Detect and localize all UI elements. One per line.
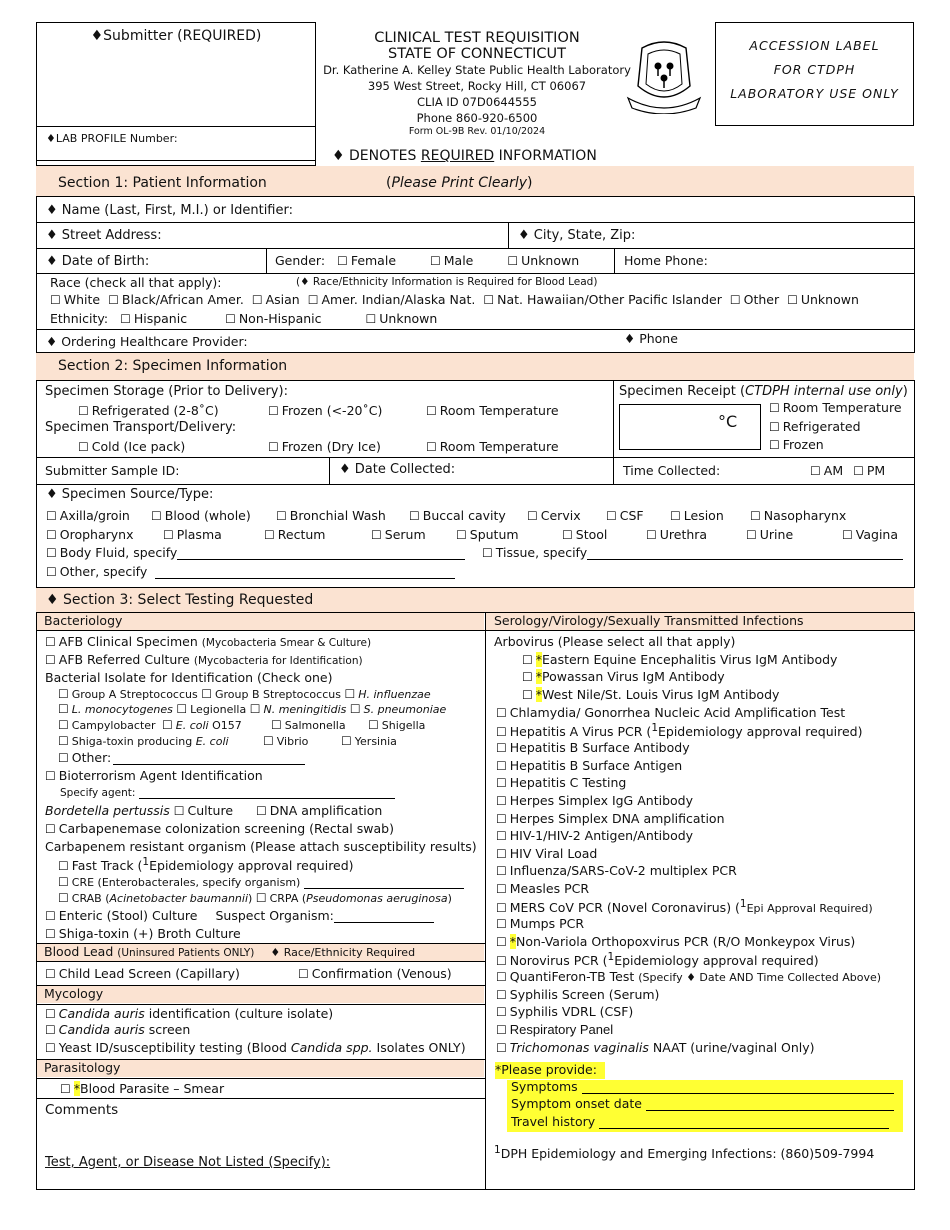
- storage-room-checkbox[interactable]: [426, 403, 440, 418]
- n-meningitidis-checkbox[interactable]: [250, 703, 264, 716]
- hep-a-pcr-checkbox[interactable]: [496, 724, 510, 739]
- transport-room-checkbox[interactable]: [426, 439, 440, 454]
- legionella-checkbox[interactable]: [176, 703, 190, 716]
- l-monocytogenes-checkbox[interactable]: [58, 703, 72, 716]
- measles-checkbox[interactable]: [496, 881, 510, 896]
- sample-id-field[interactable]: Submitter Sample ID:: [45, 463, 180, 478]
- pm-checkbox[interactable]: [853, 463, 867, 478]
- quantiferon-checkbox[interactable]: [496, 969, 510, 984]
- source-rectum-checkbox[interactable]: [264, 527, 278, 542]
- source-vagina-checkbox[interactable]: [842, 527, 856, 542]
- source-bronchial-checkbox[interactable]: [276, 508, 290, 523]
- symptoms-input[interactable]: [582, 1093, 894, 1094]
- salmonella-checkbox[interactable]: [271, 719, 285, 732]
- race-options: ☐ White ☐ Black/African Amer. ☐ Asian ☐ Amer. Indian/Alaska Nat. ☐ Nat. Hawaiian/Other Pacific Islander ☐ Other ☐ Unknown: [50, 292, 859, 307]
- symptom-onset-input[interactable]: [646, 1110, 894, 1111]
- male-checkbox[interactable]: [430, 253, 444, 268]
- h-influenzae-checkbox[interactable]: [344, 688, 358, 701]
- source-buccal-checkbox[interactable]: [409, 508, 423, 523]
- yeast-id-checkbox[interactable]: [45, 1040, 59, 1055]
- ethnicity-options: Ethnicity: ☐ Hispanic ☐ Non-Hispanic ☐ Unknown: [50, 311, 437, 326]
- eee-checkbox[interactable]: [522, 652, 536, 667]
- campylobacter-checkbox[interactable]: [58, 719, 72, 732]
- crab-checkbox[interactable]: [58, 892, 72, 905]
- section2-title: Section 2: Specimen Information: [58, 358, 288, 374]
- ct-seal-icon: [622, 38, 706, 114]
- transport-cold-checkbox[interactable]: [78, 439, 92, 454]
- bordetella-culture-checkbox[interactable]: [174, 803, 188, 818]
- comments-label[interactable]: Comments: [45, 1102, 119, 1118]
- date-collected-field[interactable]: ♦ Date Collected:: [339, 462, 456, 477]
- source-sputum-checkbox[interactable]: [456, 527, 470, 542]
- source-nasopharynx-checkbox[interactable]: [750, 508, 764, 523]
- required-note: ♦ DENOTES REQUIRED INFORMATION: [332, 148, 597, 164]
- mumps-checkbox[interactable]: [496, 916, 510, 931]
- cre-organism-input[interactable]: [304, 888, 464, 889]
- crpa-checkbox[interactable]: [256, 892, 270, 905]
- body-fluid-input[interactable]: [177, 559, 465, 560]
- carbapenemase-checkbox[interactable]: [45, 821, 59, 836]
- home-phone-field[interactable]: Home Phone:: [624, 253, 708, 268]
- hsv-dna-checkbox[interactable]: [496, 811, 510, 826]
- dob-field[interactable]: ♦ Date of Birth:: [46, 254, 150, 269]
- parasitology-header: Parasitology: [44, 1060, 121, 1075]
- specimen-source-label: ♦ Specimen Source/Type:: [46, 487, 214, 502]
- stec-checkbox[interactable]: [58, 735, 72, 748]
- suspect-organism-input[interactable]: [334, 922, 434, 923]
- shiga-broth-checkbox[interactable]: [45, 926, 59, 941]
- group-a-strep-checkbox[interactable]: [58, 688, 72, 701]
- am-checkbox[interactable]: [810, 463, 824, 478]
- mycology-header: Mycology: [44, 986, 104, 1001]
- shigella-checkbox[interactable]: [368, 719, 382, 732]
- blood-parasite-checkbox[interactable]: [60, 1081, 74, 1096]
- race-other-checkbox[interactable]: [730, 292, 744, 307]
- chlamydia-checkbox[interactable]: [496, 705, 510, 720]
- source-urine-checkbox[interactable]: [746, 527, 760, 542]
- bacteriology-header: Bacteriology: [44, 613, 123, 628]
- hep-b-antibody-checkbox[interactable]: [496, 740, 510, 755]
- hsv-igg-checkbox[interactable]: [496, 793, 510, 808]
- isolate-other-input[interactable]: [113, 764, 305, 765]
- source-serum-checkbox[interactable]: [371, 527, 385, 542]
- flu-sars-checkbox[interactable]: [496, 863, 510, 878]
- blood-lead-header: Blood Lead (Uninsured Patients ONLY) ♦ Race/Ethnicity Required: [44, 944, 416, 959]
- tissue-input[interactable]: [587, 559, 903, 560]
- receipt-frozen-checkbox[interactable]: [769, 437, 783, 452]
- afb-referred-checkbox[interactable]: [45, 652, 59, 667]
- header-block: CLINICAL TEST REQUISITION STATE OF CONNECTICUT Dr. Katherine A. Kelley State Public Health Laboratory 395 West Street, Rocky Hill, CT 06067 CLIA ID 07D0644555 Phone 860-920-6500 Form OL-9B Rev. 01/10/2024: [318, 30, 636, 138]
- respiratory-panel-checkbox[interactable]: [496, 1022, 510, 1037]
- race-black-checkbox[interactable]: [108, 292, 122, 307]
- receipt-temp-box[interactable]: [619, 404, 761, 450]
- source-stool-checkbox[interactable]: [562, 527, 576, 542]
- non-hispanic-checkbox[interactable]: [225, 311, 239, 326]
- source-urethra-checkbox[interactable]: [646, 527, 660, 542]
- afb-clinical-checkbox[interactable]: [45, 634, 59, 649]
- specimen-receipt-label: Specimen Receipt (CTDPH internal use only): [619, 384, 908, 399]
- race-label: Race (check all that apply):: [50, 275, 222, 290]
- source-other-checkbox[interactable]: [46, 564, 60, 579]
- receipt-refrigerated-checkbox[interactable]: [769, 419, 783, 434]
- bordetella-dna-checkbox[interactable]: [256, 803, 270, 818]
- section3-title: ♦ Section 3: Select Testing Requested: [46, 592, 314, 608]
- syphilis-vdrl-checkbox[interactable]: [496, 1004, 510, 1019]
- powassan-checkbox[interactable]: [522, 669, 536, 684]
- lab-profile-label: ♦LAB PROFILE Number:: [46, 132, 178, 145]
- cre-checkbox[interactable]: [58, 876, 72, 889]
- city-state-zip-field[interactable]: ♦ City, State, Zip:: [518, 228, 636, 243]
- ethnicity-unknown-checkbox[interactable]: [366, 311, 380, 326]
- source-csf-checkbox[interactable]: [606, 508, 620, 523]
- s-pneumoniae-checkbox[interactable]: [350, 703, 364, 716]
- race-asian-checkbox[interactable]: [252, 292, 266, 307]
- west-nile-checkbox[interactable]: [522, 687, 536, 702]
- source-other-input[interactable]: [155, 578, 455, 579]
- patient-name-field[interactable]: ♦ Name (Last, First, M.I.) or Identifier:: [46, 203, 293, 218]
- hep-c-checkbox[interactable]: [496, 775, 510, 790]
- race-unknown-checkbox[interactable]: [787, 292, 801, 307]
- race-note: (♦ Race/Ethnicity Information is Required for Blood Lead): [296, 276, 598, 288]
- hep-b-antigen-checkbox[interactable]: [496, 758, 510, 773]
- section1-title: Section 1: Patient Information: [58, 175, 267, 191]
- dph-contact: $^1$DPH Epidemiology and Emerging Infections: (860)509-7994: [494, 1144, 875, 1162]
- group-b-strep-checkbox[interactable]: [201, 688, 215, 701]
- hiv-viral-load-checkbox[interactable]: [496, 846, 510, 861]
- gender-unknown-checkbox[interactable]: [507, 253, 521, 268]
- gender-group: Gender: ☐ Female ☐ Male ☐ Unknown: [275, 253, 579, 268]
- transport-dry-ice-checkbox[interactable]: [268, 439, 282, 454]
- provider-phone-field[interactable]: ♦ Phone: [624, 331, 678, 346]
- form-title: CLINICAL TEST REQUISITION: [374, 30, 580, 46]
- source-axilla-checkbox[interactable]: [46, 508, 60, 523]
- not-listed-label[interactable]: Test, Agent, or Disease Not Listed (Specify):: [45, 1155, 331, 1170]
- race-pacific-checkbox[interactable]: [483, 292, 497, 307]
- race-amer-indian-checkbox[interactable]: [308, 292, 322, 307]
- isolate-other-checkbox[interactable]: [58, 750, 72, 765]
- ecoli-o157-checkbox[interactable]: [162, 719, 176, 732]
- vibrio-checkbox[interactable]: [263, 735, 277, 748]
- fast-track-checkbox[interactable]: [58, 858, 72, 873]
- street-address-field[interactable]: ♦ Street Address:: [46, 228, 162, 243]
- source-blood-checkbox[interactable]: [151, 508, 165, 523]
- serology-header: Serology/Virology/Sexually Transmitted Infections: [494, 613, 804, 628]
- orthopox-checkbox[interactable]: [496, 934, 510, 949]
- hispanic-checkbox[interactable]: [120, 311, 134, 326]
- state-title: STATE OF CONNECTICUT: [388, 46, 566, 62]
- syphilis-screen-checkbox[interactable]: [496, 987, 510, 1002]
- source-tissue-checkbox[interactable]: [482, 545, 496, 560]
- receipt-room-checkbox[interactable]: [769, 400, 783, 415]
- mers-checkbox[interactable]: [496, 900, 510, 915]
- source-body-fluid-checkbox[interactable]: [46, 545, 60, 560]
- lead-confirmation-checkbox[interactable]: [298, 966, 312, 981]
- female-checkbox[interactable]: [337, 253, 351, 268]
- travel-history-input[interactable]: [599, 1128, 889, 1129]
- source-cervix-checkbox[interactable]: [527, 508, 541, 523]
- hiv-ag-ab-checkbox[interactable]: [496, 828, 510, 843]
- norovirus-checkbox[interactable]: [496, 953, 510, 968]
- please-provide-box: *Please provide: Symptoms Symptom onset date Travel history: [495, 1062, 903, 1132]
- bioterrorism-checkbox[interactable]: [45, 768, 59, 783]
- storage-refrigerated-checkbox[interactable]: [78, 403, 92, 418]
- specify-agent-input[interactable]: [139, 798, 395, 799]
- race-white-checkbox[interactable]: [50, 292, 64, 307]
- source-oropharynx-checkbox[interactable]: [46, 527, 60, 542]
- child-lead-checkbox[interactable]: [45, 966, 59, 981]
- source-lesion-checkbox[interactable]: [670, 508, 684, 523]
- candida-auris-id-checkbox[interactable]: [45, 1006, 59, 1021]
- candida-auris-screen-checkbox[interactable]: [45, 1022, 59, 1037]
- trichomonas-checkbox[interactable]: [496, 1040, 510, 1055]
- source-plasma-checkbox[interactable]: [163, 527, 177, 542]
- ordering-provider-field[interactable]: ♦ Ordering Healthcare Provider:: [46, 334, 248, 349]
- yersinia-checkbox[interactable]: [341, 735, 355, 748]
- enteric-culture-checkbox[interactable]: [45, 908, 59, 923]
- storage-frozen-checkbox[interactable]: [268, 403, 282, 418]
- time-collected-field[interactable]: Time Collected:: [623, 463, 721, 478]
- submitter-label: ♦Submitter (REQUIRED): [90, 28, 262, 44]
